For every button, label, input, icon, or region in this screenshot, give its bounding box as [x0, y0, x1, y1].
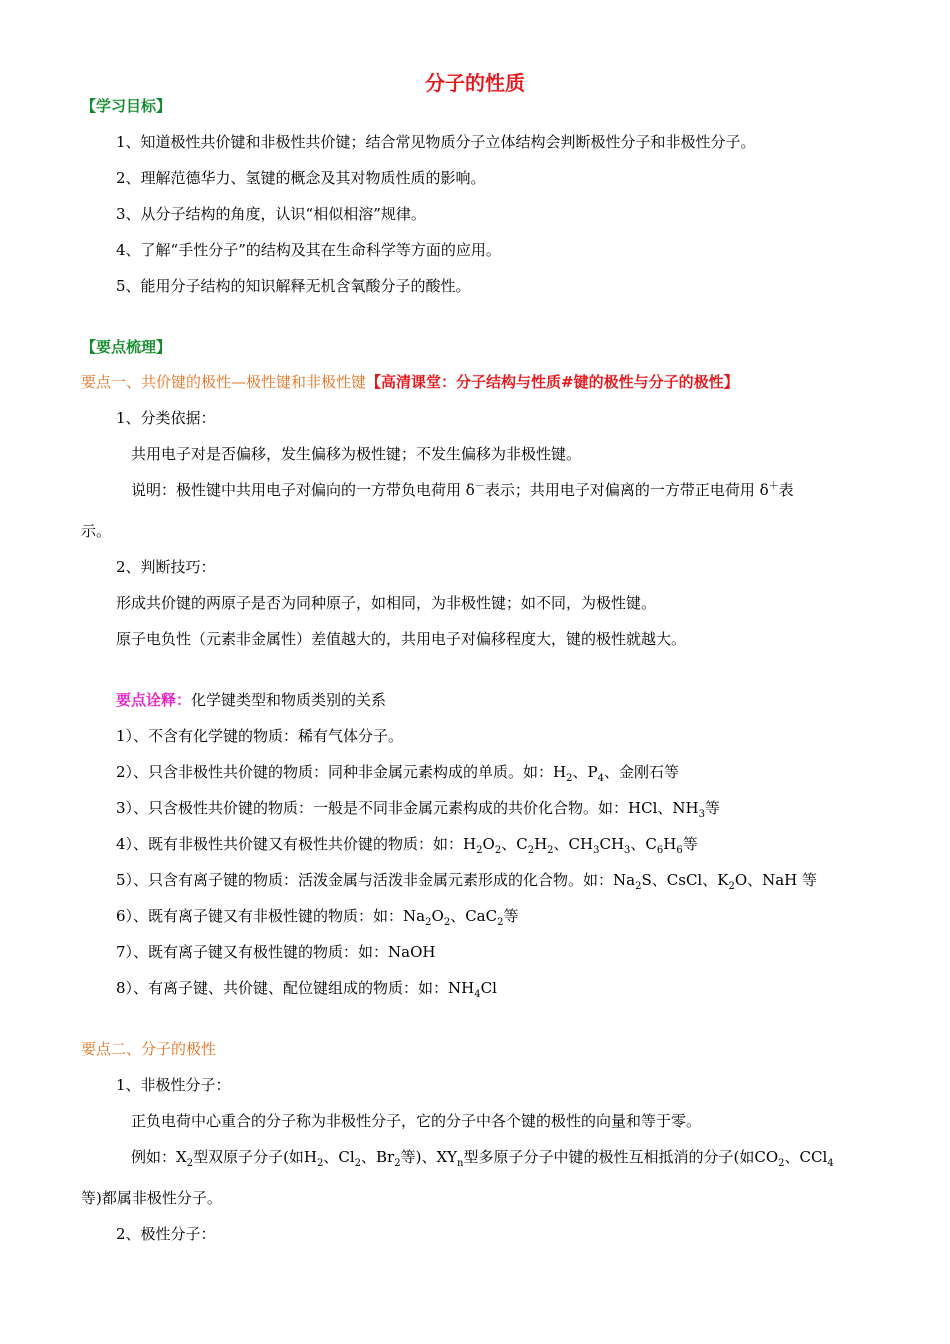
- judge-label: 2、判断技巧：: [116, 558, 216, 576]
- nonpolar-definition: 正负电荷中心重合的分子称为非极性分子，它的分子中各个键的极性的向量和等于零。: [131, 1112, 702, 1130]
- subscript: 3: [593, 845, 600, 856]
- item-text: 2）、只含非极性共价键的物质：同种非金属元素构成的单质。如：H: [116, 763, 567, 781]
- subscript: 2: [728, 881, 735, 892]
- note-wrap: 示。: [81, 522, 112, 540]
- item-text: S、CsCl、K: [641, 871, 729, 889]
- subscript: 2: [566, 773, 573, 784]
- item-text: O、NaH 等: [734, 871, 818, 889]
- item-text: 6）、既有离子键又有非极性键的物质：如：Na: [116, 907, 426, 925]
- item-text: H: [534, 835, 548, 853]
- judge-line: 形成共价键的两原子是否为同种原子，如相同，为非极性键；如不同，为极性键。: [116, 594, 657, 612]
- objective-item: 5、能用分子结构的知识解释无机含氧酸分子的酸性。: [116, 277, 471, 295]
- subscript: 2: [778, 1158, 785, 1169]
- item-text: 等: [704, 799, 720, 817]
- subscript: 4: [597, 773, 604, 784]
- item-text: CH: [599, 835, 625, 853]
- example-text: 、Br: [361, 1148, 395, 1166]
- objective-item: 3、从分子结构的角度，认识“相似相溶”规律。: [116, 205, 426, 223]
- item-text: 、P: [572, 763, 598, 781]
- note-line: [131, 480, 794, 500]
- note-text: 表示；共用电子对偏离的一方带正电荷用 δ: [484, 481, 769, 499]
- objective-item: 1、知道极性共价键和非极性共价键；结合常见物质分子立体结构会判断极性分子和非极性分子。: [116, 133, 756, 151]
- note-text: 说明：极性键中共用电子对偏向的一方带负电荷用 δ: [131, 481, 475, 499]
- item-text: 4）、既有非极性共价键又有极性共价键的物质：如：H: [116, 835, 477, 853]
- subscript: 2: [476, 845, 483, 856]
- delta-minus-sup: －: [474, 481, 485, 492]
- item-text: 、金刚石等: [603, 763, 679, 781]
- objectives-header: 【学习目标】: [81, 97, 172, 115]
- note-text: 表: [778, 481, 794, 499]
- item-text: 3）、只含极性共价键的物质：一般是不同非金属元素构成的共价化合物。如：HCl、NH: [116, 799, 699, 817]
- subscript: 3: [698, 809, 705, 820]
- item-text: 、C: [630, 835, 657, 853]
- subscript: 2: [354, 1158, 362, 1169]
- subscript: 2: [494, 845, 502, 856]
- bond-type-item: [116, 762, 679, 782]
- point1-heading: 要点一、共价键的极性—极性键和非极性键: [81, 373, 367, 391]
- subscript: 6: [656, 845, 664, 856]
- subscript: n: [457, 1158, 464, 1169]
- example-text: 型多原子分子中键的极性互相抵消的分子(如CO: [463, 1148, 779, 1166]
- subscript: 2: [394, 1158, 401, 1169]
- example-line: [131, 1147, 834, 1167]
- subscript: 4: [474, 989, 481, 1000]
- item-text: Cl: [480, 979, 497, 997]
- item-text: 8）、有离子键、共价键、配位键组成的物质：如：NH: [116, 979, 475, 997]
- page-title: 分子的性质: [425, 71, 525, 95]
- example-wrap: 等)都属非极性分子。: [81, 1189, 222, 1207]
- bond-type-item: [116, 906, 518, 926]
- subscript: 2: [497, 917, 504, 928]
- polar-label: 2、极性分子：: [116, 1225, 216, 1243]
- explain-label: 要点诠释：: [116, 691, 192, 709]
- example-text: 例如：X: [131, 1148, 187, 1166]
- nonpolar-label: 1、非极性分子：: [116, 1076, 231, 1094]
- example-text: 型双原子分子(如H: [193, 1148, 317, 1166]
- hd-class-link[interactable]: 【高清课堂：分子结构与性质#键的极性与分子的极性】: [366, 373, 739, 391]
- subscript: 2: [443, 917, 451, 928]
- item-text: 等: [503, 907, 519, 925]
- subscript: 3: [624, 845, 631, 856]
- example-text: 、Cl: [323, 1148, 355, 1166]
- delta-plus-sup: ＋: [768, 481, 779, 492]
- item-text: 5）、只含有离子键的物质：活泼金属与活泼非金属元素形成的化合物。如：Na: [116, 871, 636, 889]
- item-text: 、CH: [553, 835, 594, 853]
- item-text: H: [663, 835, 677, 853]
- example-text: 、CCl: [784, 1148, 828, 1166]
- subscript: 6: [676, 845, 683, 856]
- bond-type-item: [116, 870, 817, 890]
- explain-line: [116, 690, 386, 710]
- bond-type-item: 1）、不含有化学键的物质：稀有气体分子。: [116, 727, 404, 745]
- point1-heading-line: [81, 372, 739, 392]
- bond-type-item: 7）、既有离子键又有极性键的物质：如：NaOH: [116, 943, 436, 961]
- bond-type-item: [116, 798, 720, 818]
- key-points-header: 【要点梳理】: [81, 338, 172, 356]
- item-text: 、CaC: [450, 907, 498, 925]
- example-text: 等)、XY: [400, 1148, 458, 1166]
- bond-type-item: [116, 978, 497, 998]
- bond-type-item: [116, 834, 698, 854]
- subscript: 2: [527, 845, 535, 856]
- item-text: O: [482, 835, 495, 853]
- judge-line: 原子电负性（元素非金属性）差值越大的，共用电子对偏移程度大，键的极性就越大。: [116, 630, 687, 648]
- subscript: 2: [547, 845, 554, 856]
- classify-label: 1、分类依据：: [116, 409, 216, 427]
- explain-text: 化学键类型和物质类别的关系: [191, 691, 387, 709]
- objective-item: 2、理解范德华力、氢键的概念及其对物质性质的影响。: [116, 169, 486, 187]
- subscript: 2: [425, 917, 432, 928]
- item-text: O: [431, 907, 444, 925]
- subscript: 2: [186, 1158, 194, 1169]
- point2-heading: 要点二、分子的极性: [81, 1040, 217, 1058]
- classify-text: 共用电子对是否偏移，发生偏移为极性键；不发生偏移为非极性键。: [131, 445, 582, 463]
- objective-item: 4、了解“手性分子”的结构及其在生命科学等方面的应用。: [116, 241, 501, 259]
- subscript: 2: [635, 881, 642, 892]
- item-text: 等: [682, 835, 698, 853]
- subscript: 2: [317, 1158, 324, 1169]
- subscript: 4: [827, 1158, 834, 1169]
- item-text: 、C: [501, 835, 528, 853]
